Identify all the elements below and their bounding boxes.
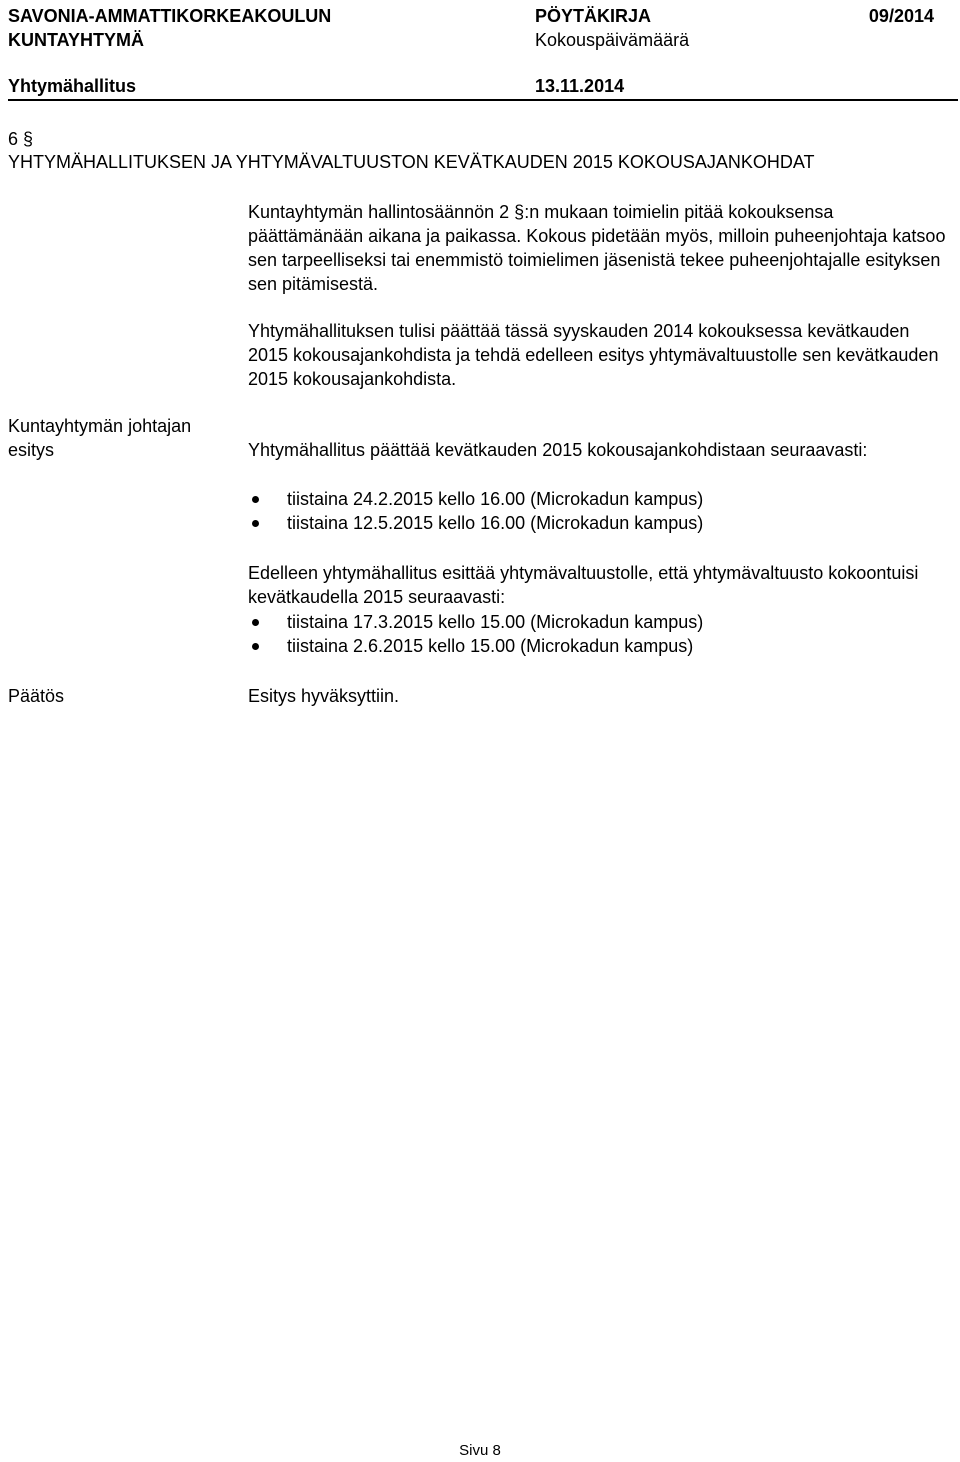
organization-name-line2: KUNTAYHTYMÄ — [8, 30, 145, 50]
bullet-icon — [252, 520, 259, 527]
list-item: tiistaina 2.6.2015 kello 15.00 (Microkadun kampus) — [248, 634, 703, 658]
decision-label: Päätös — [8, 686, 65, 706]
council-meeting-dates — [248, 610, 703, 658]
document-type: PÖYTÄKIRJA — [535, 6, 652, 26]
intro-paragraph: Kuntayhtymän hallintosäännön 2 §:n mukaan toimielin pitää kokouksensa päättämänään aikana ja paikassa. Kokous pidetään myös, milloin puheenjohtaja katsoo sen tarpeelliseksi tai enemmistö toimielimen jäsenistä tekee puheenjohtajalle esityksen sen pitämisestä. — [248, 202, 946, 294]
proposal-council-text: Edelleen yhtymähallitus esittää yhtymävaltuustolle, että yhtymävaltuusto kokoontuisi kevätkaudella 2015 seuraavasti: — [248, 563, 919, 607]
bullet-icon — [252, 619, 259, 626]
section-number: 6 § — [8, 129, 34, 149]
meeting-date-label: Kokouspäivämäärä — [535, 30, 690, 50]
section-title: YHTYMÄHALLITUKSEN JA YHTYMÄVALTUUSTON KEVÄTKAUDEN 2015 KOKOUSAJANKOHDAT — [8, 152, 815, 172]
page-number: Sivu 8 — [459, 1442, 501, 1459]
organization-name-line1: SAVONIA-AMMATTIKORKEAKOULUN — [8, 6, 332, 26]
list-item: tiistaina 12.5.2015 kello 16.00 (Microkadun kampus) — [248, 511, 703, 535]
list-item: tiistaina 17.3.2015 kello 15.00 (Microkadun kampus) — [248, 610, 703, 634]
governing-body-name: Yhtymähallitus — [8, 76, 137, 96]
decision-text: Esitys hyväksyttiin. — [248, 686, 400, 706]
proposal-board-text: Yhtymähallitus päättää kevätkauden 2015 kokousajankohdistaan seuraavasti: — [248, 440, 868, 460]
background-paragraph: Yhtymähallituksen tulisi päättää tässä syyskauden 2014 kokouksessa kevätkauden 2015 kokousajankohdista ja tehdä edelleen esitys yhtymävaltuustolle sen kevätkauden 2015 kokousajankohdista. — [248, 321, 939, 389]
bullet-icon — [252, 496, 259, 503]
meeting-date: 13.11.2014 — [535, 76, 625, 96]
proposal-label: Kuntayhtymän johtajan esitys — [8, 416, 192, 460]
bullet-icon — [252, 643, 259, 650]
board-meeting-dates — [248, 487, 703, 535]
list-item: tiistaina 24.2.2015 kello 16.00 (Microkadun kampus) — [248, 487, 703, 511]
header-divider — [8, 99, 958, 101]
document-number: 09/2014 — [868, 6, 934, 26]
